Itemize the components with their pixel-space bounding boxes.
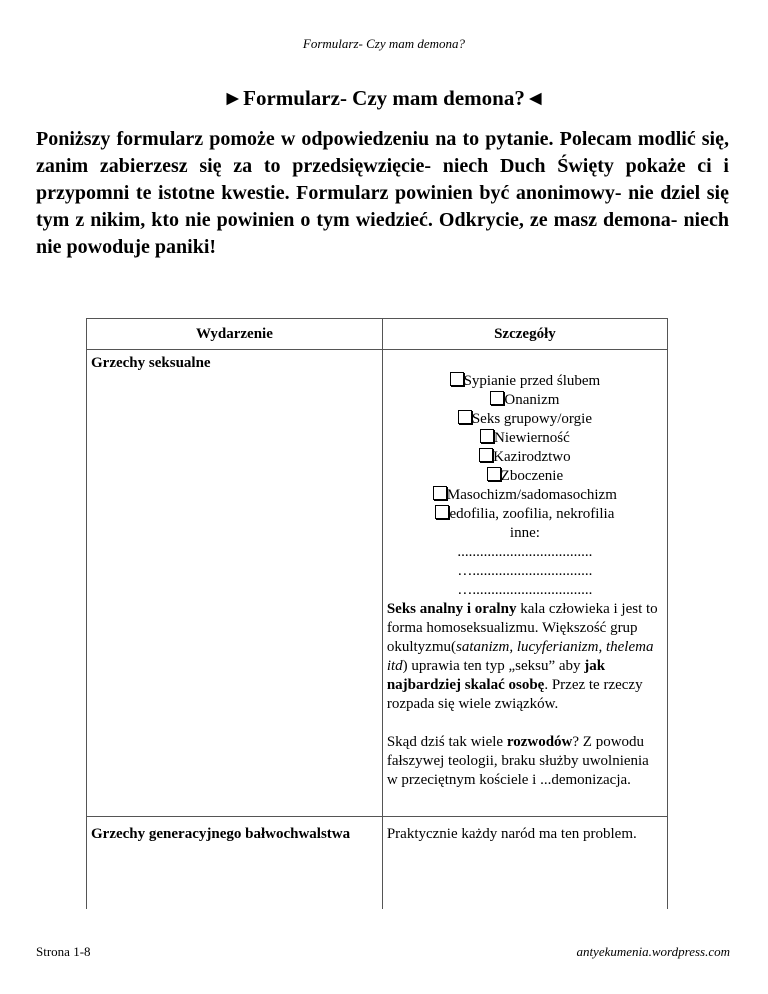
checkbox[interactable]	[435, 505, 449, 519]
detail-paragraph: Skąd dziś tak wiele rozwodów? Z powodu fałszywej teologii, braku służby uwolnienia w przeciętnym kościele i ...demonizacja.	[386, 734, 649, 788]
checkbox-item[interactable]: Seks grupowy/orgie	[387, 410, 663, 429]
checkbox-item[interactable]: Zboczenie	[387, 467, 663, 486]
details-cell	[382, 350, 667, 817]
checkbox[interactable]	[433, 486, 447, 500]
other-label: inne:	[509, 525, 540, 541]
detail-paragraph: Seks analny i oralny kala człowieka i jest to forma homoseksualizmu. Większość grup okultyzmu(satanizm, lucyferianizm, thelema itd) uprawia ten typ „seksu” aby jak najbardziej skalać osobę. Przez te rzeczy rozpada się wiele związków.	[386, 601, 658, 712]
checkbox-list	[387, 354, 663, 600]
intro-paragraph: Poniższy formularz pomoże w odpowiedzeniu na to pytanie. Polecam modlić się, zanim zabierzesz się za to przedsięwzięcie- niech Duch Święty pokaże ci i przypomni te istotne kwestie. Formularz powinien być anonimowy- nie dziel się tym z nikim, kto nie powinien o tym wiedzieć. Odkrycie, ze masz demona- niech nie powoduje paniki!	[36, 128, 729, 258]
fill-in-line[interactable]: …................................	[457, 563, 593, 579]
checkbox-item[interactable]: Niewierność	[387, 429, 663, 448]
fill-in-line[interactable]: ....................................	[457, 544, 593, 560]
table-row	[87, 817, 668, 910]
checkbox[interactable]	[480, 429, 494, 443]
site-url: antyekumenia.wordpress.com	[576, 944, 730, 959]
checkbox[interactable]	[490, 391, 504, 405]
row-label-generational-idolatry: Grzechy generacyjnego bałwochwalstwa	[87, 817, 383, 910]
checkbox[interactable]	[458, 410, 472, 424]
column-header-details: Szczegóły	[382, 319, 667, 350]
fill-in-line[interactable]: …................................	[457, 582, 593, 598]
checkbox-item[interactable]: Onanizm	[387, 391, 663, 410]
table-row	[87, 350, 668, 817]
running-header: Formularz- Czy mam demona?	[302, 36, 466, 51]
checkbox[interactable]	[479, 448, 493, 462]
column-header-event: Wydarzenie	[87, 319, 383, 350]
table-header-row	[87, 319, 668, 350]
details-cell: Praktycznie każdy naród ma ten problem.	[382, 817, 667, 910]
checkbox-item[interactable]: Masochizm/sadomasochizm	[387, 486, 663, 505]
checkbox-item[interactable]: Sypianie przed ślubem	[387, 372, 663, 391]
checkbox-item[interactable]: Kazirodztwo	[387, 448, 663, 467]
row-label-sexual-sins: Grzechy seksualne	[87, 350, 383, 817]
checkbox[interactable]	[487, 467, 501, 481]
form-table	[86, 318, 668, 909]
checkbox-item[interactable]: edofilia, zoofilia, nekrofilia	[387, 505, 663, 524]
page-number: Strona 1-8	[36, 944, 91, 959]
checkbox[interactable]	[450, 372, 464, 386]
page-title: ►Formularz- Czy mam demona?◄	[222, 86, 546, 110]
